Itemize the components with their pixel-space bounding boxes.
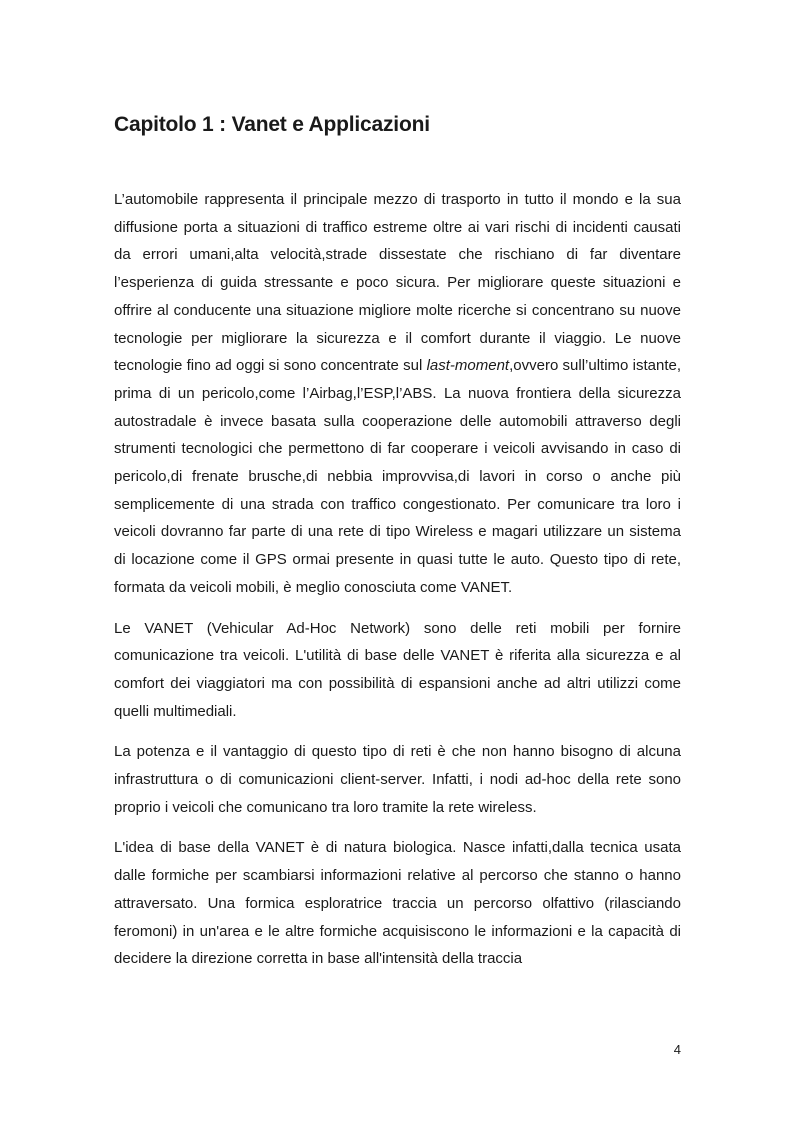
paragraph-3: La potenza e il vantaggio di questo tipo di reti è che non hanno bisogno di alcuna infrastruttura o di comunicazioni client-server. Infatti, i nodi ad-hoc della rete sono proprio i veicoli che comunicano tra loro tramite la rete wireless. — [114, 743, 681, 816]
paragraph-1-text-start: L’automobile rappresenta il principale mezzo di trasporto in tutto il mondo e la sua diffusione porta a situazioni di traffico estreme oltre ai vari rischi di incidenti causati da errori umani,alta velocità,strade dissestate che rischiano di far diventare l’esperienza di guida stressante e poco sicura. Per migliorare queste situazioni e offrire al conducente una situazione migliore molte ricerche si concentrano su nuove tecnologie per migliorare la sicurezza e il comfort durante il viaggio. Le nuove tecnologie fino ad oggi si sono concentrate sul — [114, 191, 681, 375]
body-text — [114, 186, 681, 986]
paragraph-1 — [114, 186, 681, 602]
page-number: 4 — [673, 1042, 681, 1057]
paragraph-1-italic-term: last-moment — [426, 357, 510, 375]
paragraph-1-text-end: ,ovvero sull’ultimo istante, prima di un pericolo,come l’Airbag,l’ESP,l’ABS. La nuova frontiera della sicurezza autostradale è invece basata sulla cooperazione delle automobili attraverso degli strumenti tecnologici che permettono di far cooperare i veicoli avvisando in caso di pericolo,di frenate brusche,di nebbia improvvisa,di lavori in corso o anche più semplicemente di una strada con traffico congestionato. Per comunicare tra loro i veicoli dovranno far parte di una rete di tipo Wireless e magari utilizzare un sistema di locazione come il GPS ormai presente in quasi tutte le auto. Questo tipo di rete, formata da veicoli mobili, è meglio conosciuta come VANET. — [114, 357, 682, 596]
paragraph-2: Le VANET (Vehicular Ad-Hoc Network) sono delle reti mobili per fornire comunicazione tra veicoli. L'utilità di base delle VANET è riferita alla sicurezza e al comfort dei viaggiatori ma con possibilità di espansioni anche ad altri utilizzi come quelli multimediali. — [114, 619, 681, 720]
paragraph-4: L'idea di base della VANET è di natura biologica. Nasce infatti,dalla tecnica usata dalle formiche per scambiarsi informazioni relative al percorso che stanno o hanno attraversato. Una formica esploratrice traccia un percorso olfattivo (rilasciando feromoni) in un'area e le altre formiche acquisiscono le informazioni e la capacità di decidere la direzione corretta in base all'intensità della traccia — [114, 839, 681, 968]
chapter-title: Capitolo 1 : Vanet e Applicazioni — [114, 113, 430, 136]
